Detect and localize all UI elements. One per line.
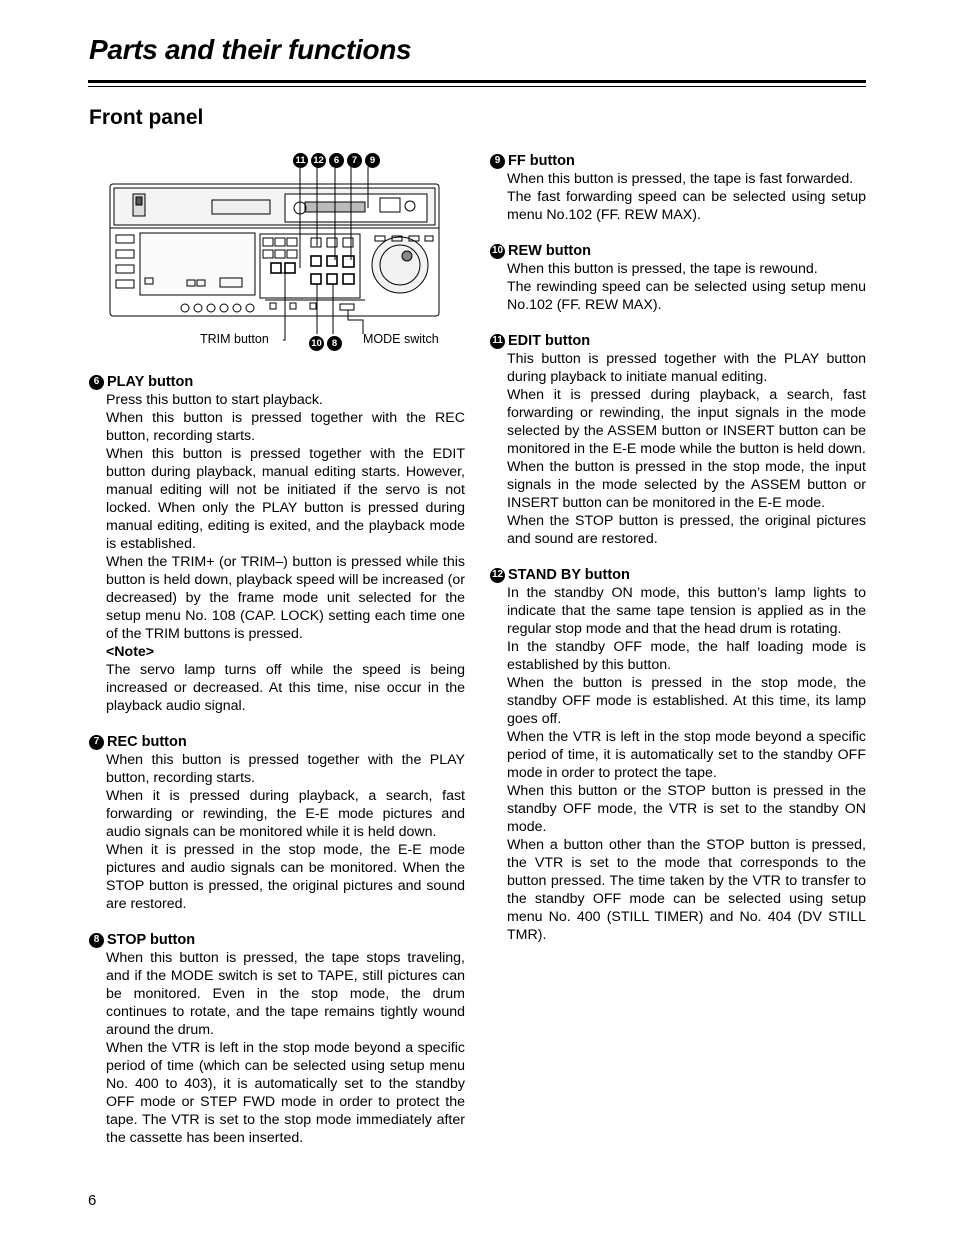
item-text: The fast forwarding speed can be selected using setup menu No.102 (FF. REW MAX). bbox=[507, 189, 866, 223]
item-text: Press this button to start playback. bbox=[106, 392, 323, 408]
item-title: FF button bbox=[508, 153, 575, 169]
item-number: 8 bbox=[89, 933, 104, 948]
item-number: 10 bbox=[490, 244, 505, 259]
item-text: When this button is pressed together with the EDIT button during playback, manual editing starts. However, manual editing will not be initiated if the servo is not locked. When only the PLAY button is pressed during manual editing, editing is exited, and the playback mode is established. bbox=[106, 446, 465, 552]
left-column bbox=[89, 373, 465, 1165]
item-heading bbox=[89, 733, 465, 751]
page-number: 6 bbox=[88, 1192, 97, 1209]
item-text: When the STOP button is pressed, the original pictures and sound are restored. bbox=[507, 513, 866, 547]
item-title: REW button bbox=[508, 243, 591, 259]
mode-switch-label: MODE switch bbox=[363, 332, 439, 346]
item-heading bbox=[89, 373, 465, 391]
callout-6: 6 bbox=[329, 153, 344, 168]
item-heading bbox=[490, 332, 866, 350]
item-heading bbox=[490, 566, 866, 584]
item-text: In the standby OFF mode, the half loading mode is established by this button. bbox=[507, 639, 866, 673]
item-text: When a button other than the STOP button is pressed, the VTR is set to the mode that corresponds to the button pressed. The time taken by the VTR to transfer to the standby OFF mode can be selected using setup menu No. 400 (STILL TIMER) and No. 404 (DV STILL TMR). bbox=[507, 837, 866, 943]
item-title: STOP button bbox=[107, 932, 196, 948]
vtr-front-panel-icon bbox=[105, 150, 455, 355]
note-label: <Note> bbox=[106, 644, 155, 660]
item-ff bbox=[490, 152, 866, 224]
callout-11: 11 bbox=[293, 153, 308, 168]
item-heading bbox=[490, 242, 866, 260]
item-text: When this button is pressed together with the PLAY button, recording starts. bbox=[106, 752, 465, 786]
item-title: REC button bbox=[107, 734, 187, 750]
item-text: When it is pressed during playback, a search, fast forwarding or rewinding, the E-E mode pictures and audio signals can be monitored while it is held down. bbox=[106, 788, 465, 840]
page-title: Parts and their functions bbox=[89, 34, 412, 65]
item-text: When the VTR is left in the stop mode beyond a specific period of time, it is automatically set to the standby OFF mode in order to protect the tape. bbox=[507, 729, 866, 781]
item-rec bbox=[89, 733, 465, 913]
item-text: When this button is pressed, the tape stops traveling, and if the MODE switch is set to TAPE, still pictures can be monitored. Even in the stop mode, the drum continues to rotate, and the tape remains tightly wound around the drum. bbox=[106, 950, 465, 1038]
item-title: EDIT button bbox=[508, 333, 591, 349]
item-rew bbox=[490, 242, 866, 314]
item-text: When it is pressed in the stop mode, the E-E mode pictures and audio signals can be monitored. When the STOP button is pressed, the original pictures and sound are restored. bbox=[106, 842, 465, 912]
item-title: STAND BY button bbox=[508, 567, 630, 583]
title-rule-thin bbox=[88, 86, 866, 87]
item-text: When the button is pressed in the stop mode, the standby OFF mode is established. At this time, its lamp goes off. bbox=[507, 675, 866, 727]
item-text: When the VTR is left in the stop mode beyond a specific period of time (which can be selected using setup menu No. 400 to 403), it is automatically set to the standby OFF mode or STEP FWD mode in order to protect the tape. The VTR is set to the stop mode immediately after the cassette has been inserted. bbox=[106, 1040, 465, 1146]
item-text: When this button is pressed, the tape is fast forwarded. bbox=[507, 171, 854, 187]
item-text: When this button is pressed, the tape is rewound. bbox=[507, 261, 818, 277]
callout-10: 10 bbox=[309, 336, 324, 351]
item-number: 6 bbox=[89, 375, 104, 390]
item-text: In the standby ON mode, this button’s lamp lights to indicate that the same tape tension is applied as in the regular stop mode and that the head drum is rotating. bbox=[507, 585, 866, 637]
item-text: When it is pressed during playback, a search, fast forwarding or rewinding, the input signals in the mode selected by the ASSEM button or INSERT button can be monitored in the E-E mode while the button is held down. bbox=[507, 387, 866, 457]
item-text: When this button or the STOP button is pressed in the standby OFF mode, the VTR is set to the standby ON mode. bbox=[507, 783, 866, 835]
callout-12: 12 bbox=[311, 153, 326, 168]
item-edit bbox=[490, 332, 866, 548]
item-number: 11 bbox=[490, 334, 505, 349]
item-text: The rewinding speed can be selected using setup menu No.102 (FF. REW MAX). bbox=[507, 279, 866, 313]
item-text: When the button is pressed in the stop mode, the input signals in the mode selected by the ASSEM button or INSERT button can be monitored in the E-E mode. bbox=[507, 459, 866, 511]
bottom-callouts bbox=[309, 336, 342, 351]
item-standby bbox=[490, 566, 866, 944]
item-number: 7 bbox=[89, 735, 104, 750]
item-number: 12 bbox=[490, 568, 505, 583]
callout-9: 9 bbox=[365, 153, 380, 168]
section-heading: Front panel bbox=[89, 106, 204, 129]
item-title: PLAY button bbox=[107, 374, 194, 390]
right-column bbox=[490, 152, 866, 962]
item-text: This button is pressed together with the PLAY button during playback to initiate manual editing. bbox=[507, 351, 866, 385]
item-heading bbox=[490, 152, 866, 170]
callout-8: 8 bbox=[327, 336, 342, 351]
item-stop bbox=[89, 931, 465, 1147]
title-rule bbox=[88, 80, 866, 83]
item-text: When the TRIM+ (or TRIM–) button is pressed while this button is held down, playback speed will be increased (or decreased) by the frame mode unit selected for the setup menu No. 108 (CAP. LOCK) setting each time one of the TRIM buttons is pressed. bbox=[106, 554, 465, 642]
trim-button-label: TRIM button bbox=[200, 332, 269, 346]
item-text: When this button is pressed together with the REC button, recording starts. bbox=[106, 410, 465, 444]
item-heading bbox=[89, 931, 465, 949]
note-text: The servo lamp turns off while the speed is being increased or decreased. At this time, nise occur in the playback audio signal. bbox=[106, 662, 465, 714]
callout-7: 7 bbox=[347, 153, 362, 168]
item-play bbox=[89, 373, 465, 715]
item-number: 9 bbox=[490, 154, 505, 169]
